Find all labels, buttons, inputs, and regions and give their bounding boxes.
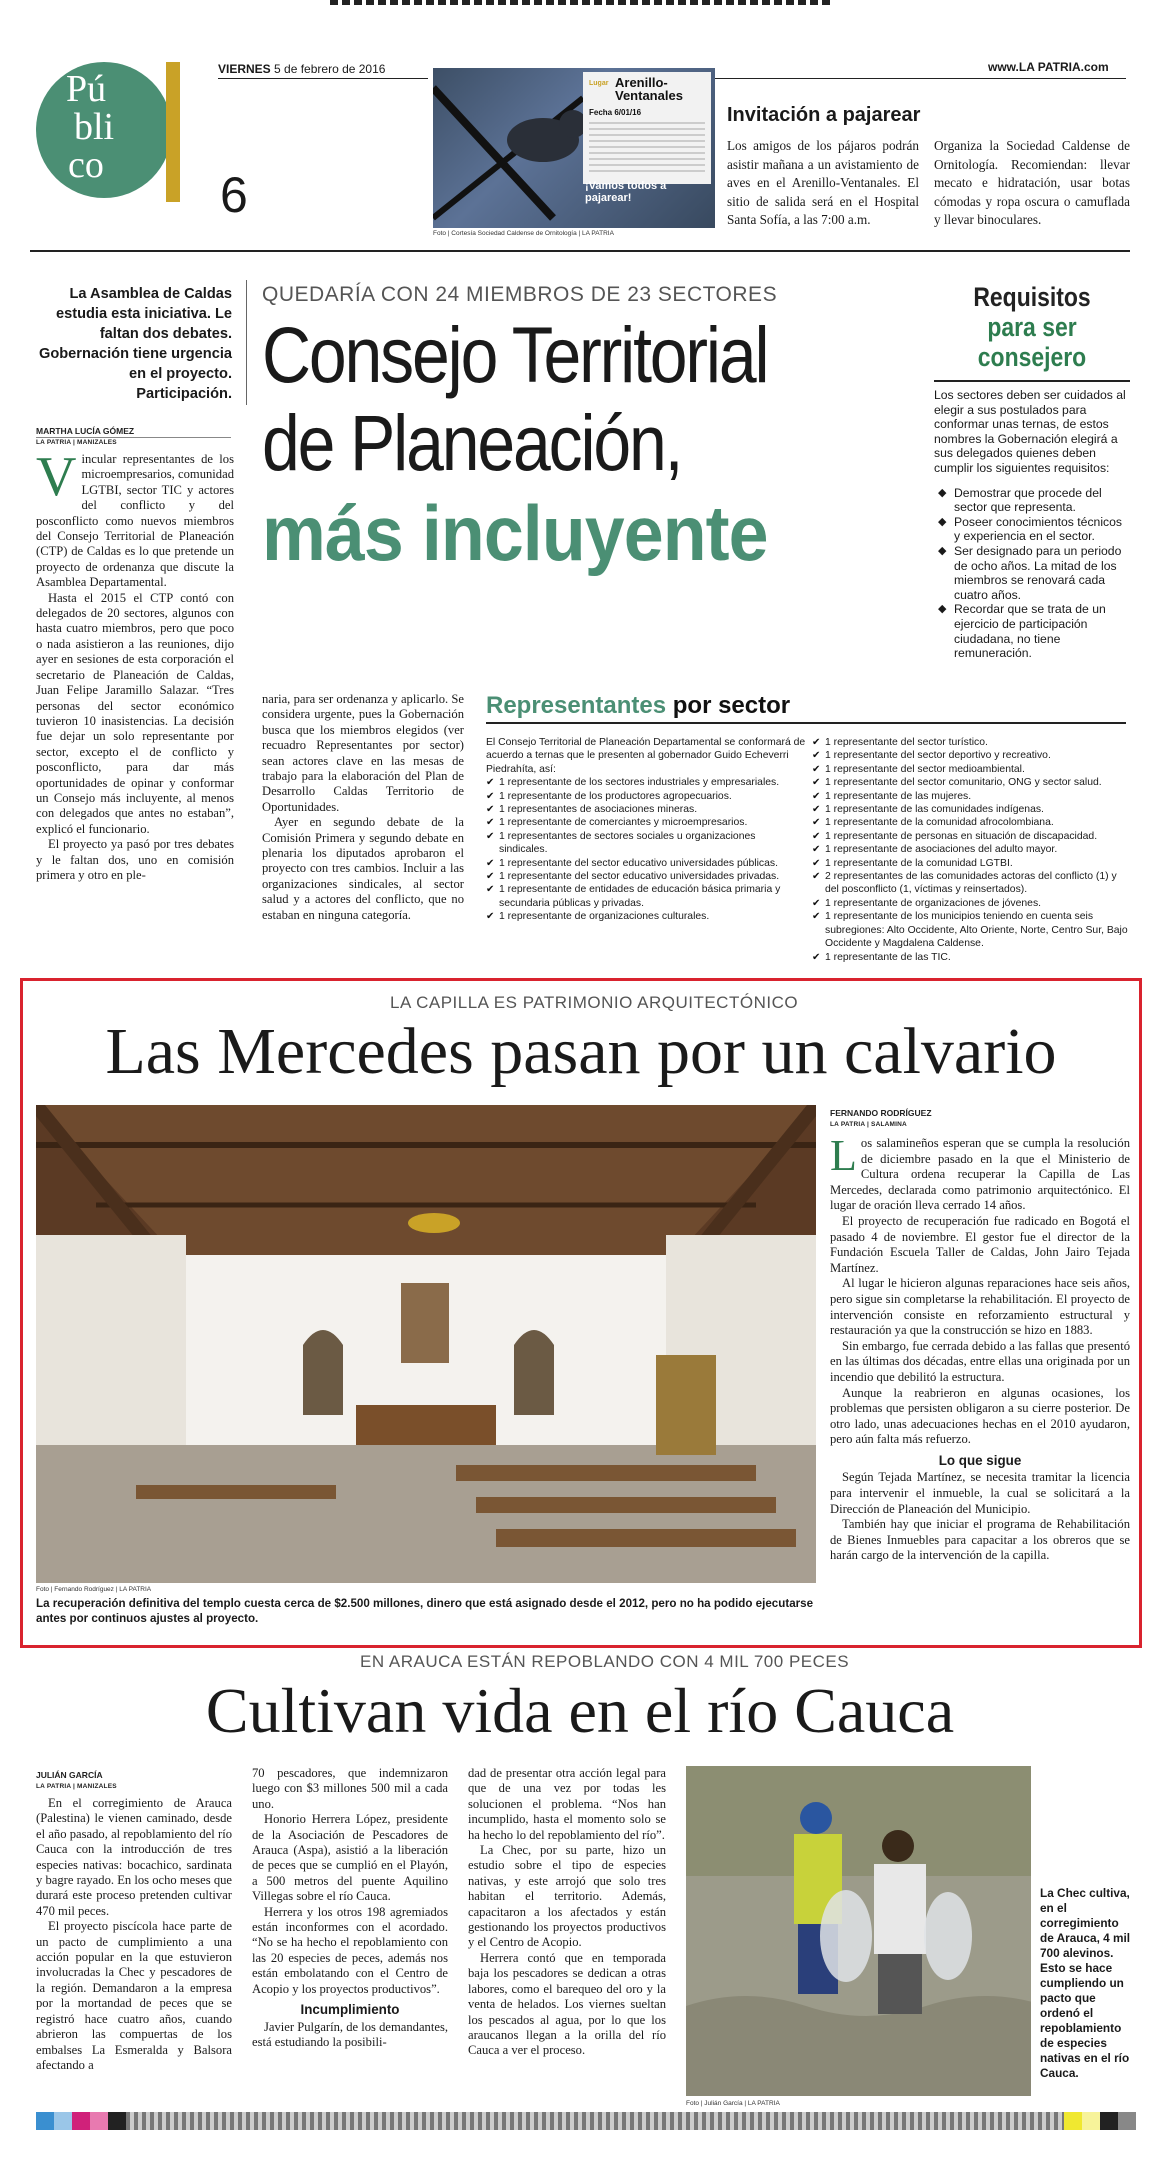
story3-subhead: Incumplimiento: [300, 2002, 400, 2018]
sector-item: ✔ 1 representante de los sectores industriales y empresariales.: [486, 776, 806, 789]
sector-item: ✔ 1 representante de las mujeres.: [812, 790, 1130, 803]
site-url[interactable]: www.LA PATRIA.com: [988, 60, 1109, 74]
story3-col-3: dad de presentar otra acción legal para que de una vez por todas les solucionen el problema. “Nos han incumplido, hasta el momento solo se ha hecho lo del repoblamiento del río”. La Chec, por su parte, hizo un estudio sobre el tipo de especies nativas, y este arrojó que solo tres habitan el territorio. Además, capacitaron a los afectados y están gestionando los proyectos productivos y el Centro de Acopio. Herrera contó que en temporada baja los pescadores se dedican a otras labores, como el barequeo del oro y la venta de helados. Los viernes sueltan los pescados al agua, por lo que los araucanos llegan a la orilla del río Cauca a ver el proceso.: [468, 1766, 666, 2058]
section-letters: Pú bli co: [66, 68, 115, 186]
story3-col-1: En el corregimiento de Arauca (Palestina) le vienen caminado, desde el año pasado, al repoblamiento del río Cauca con la introducción de tres especies nativas: bocachico, sardinata y bagre rayado. En los ocho meses que durará este proceso pretenden cultivar 470 mil peces. El proyecto piscícola hace parte de un pacto de cumplimiento a una acción popular en la que estuvieron involucradas la Chec y pescadores de la región. Demandaron a la empresa por la mortandad de peces que se registró hace cuatro años, cuando abrieron las compuertas de los embalses La Esmeralda y Balsora afectando a: [36, 1796, 232, 2072]
representantes-title: Representantes por sector: [486, 692, 791, 719]
story3-headline: Cultivan vida en el río Cauca: [205, 1675, 955, 1746]
story2-byline: FERNANDO RODRÍGUEZ LA PATRIA | SALAMINA: [830, 1108, 932, 1128]
river-illustration: [686, 1766, 1031, 2096]
sector-item: ✔ 1 representante de entidades de educación básica primaria y secundaria públicas y privadas.: [486, 883, 806, 910]
requisito-item: ◆ Ser designado para un periodo de ocho años. La mitad de los miembros se renovará cada cuatro años.: [938, 544, 1130, 602]
bird-photo-credit: Foto | Cortesía Sociedad Caldense de Ornitología | LA PATRIA: [433, 230, 614, 237]
sector-item: ✔ 1 representante del sector medioambiental.: [812, 763, 1130, 776]
story1-kicker: QUEDARÍA CON 24 MIEMBROS DE 23 SECTORES: [262, 283, 778, 306]
sector-item: ✔ 2 representantes de las comunidades actoras del conflicto (1) y del posconflicto (1, víctimas y reinsertados).: [812, 870, 1130, 897]
ad-label-box: Lugar Arenillo- Ventanales Fecha 6/01/16: [583, 72, 711, 184]
sector-item: ✔ 1 representante de las comunidades indígenas.: [812, 803, 1130, 816]
ad-slogan: ¡Vamos todos a pajarear!: [585, 180, 667, 204]
requisito-item: ◆ Poseer conocimientos técnicos y experiencia en el sector.: [938, 515, 1130, 544]
top-registration-stripe: [330, 0, 830, 5]
story2-caption: La recuperación definitiva del templo cuesta cerca de $2.500 millones, dinero que está asignado desde el 2012, pero no ha podido ejecutarse antes por continuos ajustes al proyecto.: [36, 1597, 814, 1625]
requisitos-box: [934, 282, 1130, 661]
story2-kicker: LA CAPILLA ES PATRIMONIO ARQUITECTÓNICO: [390, 993, 799, 1012]
story1-col-1: Vincular representantes de los microempresarios, comunidad LGTBI, sector TIC y actores del conflicto y del posconflicto como nuevos miembros del Consejo Territorial de Planeación (CTP) de Caldas es lo que pretende un proyecto de ordenanza que discute la Asamblea Departamental. Hasta el 2015 el CTP contó con delegados de 20 sectores, algunos con hasta cuatro miembros, pero que poco o nada asistieron a las reuniones, dijo ayer en sesiones de esta corporación el secretario de Planeación de Caldas, Juan Felipe Jaramillo Salazar. “Tres personas del sector económico tuvieron 10 inasistencias. La decisión fue dejar un solo representante por sector, excepto el de conflicto y posconflicto, para dar más oportunidades de opinar y conformar un Consejo más incluyente, al menos con delegados que antes no estaban”, explicó el funcionario. El proyecto ya pasó por tres debates y le faltan dos, uno en comisión primera y otro en ple-: [36, 446, 234, 882]
sector-item: ✔ 1 representante del sector comunitario, ONG y sector salud.: [812, 776, 1130, 789]
story2-subhead: Lo que sigue: [938, 1452, 1022, 1468]
sector-item: ✔ 1 representantes de sectores sociales u organizaciones sindicales.: [486, 830, 806, 857]
river-photo: [686, 1766, 1031, 2096]
sector-item: ✔ 1 representantes de asociaciones mineras.: [486, 803, 806, 816]
story3-photo-credit: Foto | Julián García | LA PATRIA: [686, 2100, 780, 2107]
page-number: 6: [220, 167, 248, 223]
story1-col-2: naria, para ser ordenanza y aplicarlo. Se considera urgente, pues la Gobernación busca que los miembros elegidos (ver recuadro Representantes por sector) sean actores clave en las mesas de trabajo para la elaboración del Plan de Desarrollo Caldas Territorio de Oportunidades. Ayer en segundo debate de la Comisión Primera y segundo debate en plenaria los diputados aprobaron el proyecto con tres cambios. Incluir a las organizaciones sindicales, al sector salud y a actores del conflicto, que no estaban en ninguna categoría.: [262, 692, 464, 922]
chapel-illustration: [36, 1105, 816, 1583]
story2-headline: Las Mercedes pasan por un calvario: [105, 1015, 1057, 1088]
sector-item: ✔ 1 representante del sector turístico.: [812, 736, 1130, 749]
sector-item: ✔ 1 representante de las TIC.: [812, 951, 1130, 964]
story2-photo-credit: Foto | Fernando Rodríguez | LA PATRIA: [36, 1586, 152, 1593]
sector-item: ✔ 1 representante de asociaciones del adulto mayor.: [812, 843, 1130, 856]
chapel-photo: [36, 1105, 816, 1583]
bird-photo: [433, 68, 715, 228]
sector-item: ✔ 1 representante del sector educativo universidades públicas.: [486, 857, 806, 870]
sector-item: ✔ 1 representante del sector educativo universidades privadas.: [486, 870, 806, 883]
story3-col-2: 70 pescadores, que indemnizaron luego con $3 millones 500 mil a cada uno. Honorio Herrera López, presidente de la Asociación de Pescadores de Arauca (Aspa), asistió a la liberación de peces que se cumplió en el Playón, a 500 metros del puente Aquilino Villegas sobre el río Cauca. Herrera y los otros 198 agremiados están inconformes con el acordado. “No se ha hecho el repoblamiento con las 20 especies de peces, además nos están embolatando con el Centro de Acopio y los proyectos productivos”. Incumplimiento Javier Pulgarín, de los demandantes, está estudiando la posibili-: [252, 1766, 448, 2049]
invite-col-1: Los amigos de los pájaros podrán asistir mañana a un avistamiento de aves en el Arenillo-Ventanales. El sitio de salida será en el Hospital Santa Sofía, a las 7:00 a.m.: [727, 138, 919, 227]
representantes-intro: El Consejo Territorial de Planeación Departamental se conformará de acuerdo a ternas que le presenten al gobernador Guido Echeverri Piedrahíta, así:: [486, 737, 806, 775]
sector-item: ✔ 1 representante de la comunidad LGTBI.: [812, 857, 1130, 870]
sector-item: ✔ 1 representante de los municipios teniendo en cuenta seis subregiones: Alto Occidente, Alto Oriente, Norte, Centro Sur, Bajo Occidente y Magdalena Caldense.: [812, 910, 1130, 950]
requisitos-title: Requisitos para ser consejero: [973, 282, 1091, 372]
story2-body: Los salamineños esperan que se cumpla la resolución de diciembre pasado en la que el Ministerio de Cultura ordena recuperar la Capilla de Las Mercedes, declarada como patrimonio arquitectónico. El lugar de oración lleva cerrado 14 años. El proyecto de recuperación fue radicado en Bogotá el pasado 4 de noviembre. El gestor fue el director de la Fundación Escuela Taller de Caldas, John Jairo Tejada Martínez. Al lugar le hicieron algunas reparaciones hace seis años, pero sigue sin completarse la rehabilitación. El proyecto de intervención consiste en reforzamiento estructural y restauración ya que la construcción se hizo en 1883. Sin embargo, fue cerrada debido a las fallas que presentó en las últimas dos décadas, entre ellas una originada por un incendio que debilitó la estructura. Aunque la reabrieron en algunas ocasiones, los problemas que persisten obligaron a su cierre posterior. De otro lado, unas adecuaciones hechas en el 2010 ayudaron, pero aún falta más refuerzo. Lo que sigue Según Tejada Martínez, se necesita tramitar la licencia para intervenir el inmueble, la cual se solicitará a la Dirección de Planeación del Municipio. También hay que iniciar el programa de Rehabilitación de Bienes Inmuebles para capacitar a los obreros que se harán cargo de la intervención de la capilla.: [830, 1131, 1130, 1563]
sector-item: ✔ 1 representante de organizaciones de jóvenes.: [812, 897, 1130, 910]
requisitos-intro: Los sectores deben ser cuidados al elegir a sus postulados para conformar unas ternas, de estos nombres la Gobernación elegirá a sus delegados quienes deben cumplir los siguientes requisitos:: [934, 388, 1126, 475]
requisitos-list: [934, 486, 1130, 661]
story3-byline: JULIÁN GARCÍA LA PATRIA | MANIZALES: [36, 1770, 117, 1790]
sector-item: ✔ 1 representante de personas en situación de discapacidad.: [812, 830, 1130, 843]
section-logo: [36, 62, 171, 202]
representantes-left: [486, 736, 806, 924]
sector-item: ✔ 1 representante de comerciantes y microempresarios.: [486, 816, 806, 829]
story1-summary: La Asamblea de Caldas estudia esta iniciativa. Le faltan dos debates. Gobernación tiene urgencia en el proyecto. Participación.: [38, 286, 232, 402]
invite-col-2: Organiza la Sociedad Caldense de Ornitología. Recomiendan: llevar mecato e hidratación, usar botas cómodas y ropa oscura o camuflada y llevar binoculares.: [934, 138, 1130, 227]
representantes-right: [812, 736, 1130, 964]
story1-byline: MARTHA LUCÍA GÓMEZ LA PATRIA | MANIZALES: [36, 426, 135, 446]
sector-item: ✔ 1 representante de los productores agropecuarios.: [486, 790, 806, 803]
story1-headline: Consejo Territorial de Planeación, más incluyente: [262, 310, 768, 577]
invite-title: Invitación a pajarear: [727, 104, 921, 126]
sector-item: ✔ 1 representante del sector deportivo y recreativo.: [812, 749, 1130, 762]
story3-caption: La Chec cultiva, en el corregimiento de Arauca, 4 mil 700 alevinos. Esto se hace cumpliendo un pacto que ordenó el repoblamiento de especies nativas en el río Cauca.: [1040, 1886, 1131, 2080]
bottom-color-bar: [36, 2112, 1136, 2130]
requisito-item: ◆ Demostrar que procede del sector que representa.: [938, 486, 1130, 515]
sector-item: ✔ 1 representante de la comunidad afrocolombiana.: [812, 816, 1130, 829]
story3-kicker: EN ARAUCA ESTÁN REPOBLANDO CON 4 MIL 700 PECES: [360, 1652, 850, 1671]
requisito-item: ◆ Recordar que se trata de un ejercicio de participación ciudadana, no tiene remuneración.: [938, 602, 1130, 660]
sector-item: ✔ 1 representante de organizaciones culturales.: [486, 910, 806, 923]
date-line: VIERNES 5 de febrero de 2016: [218, 62, 386, 76]
